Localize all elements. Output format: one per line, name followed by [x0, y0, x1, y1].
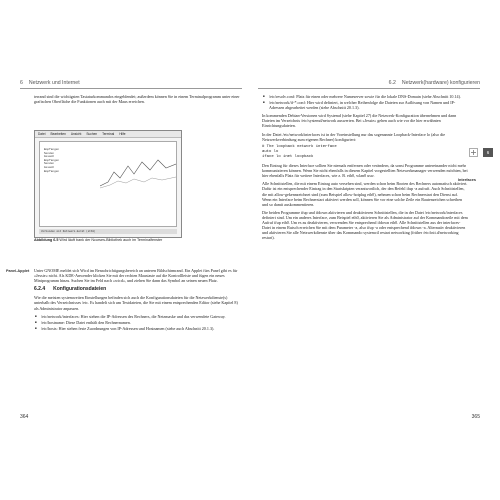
code-line: iface lo inet loopback [262, 154, 314, 159]
menu-item: Ansicht [70, 132, 82, 136]
auto-paragraph: Alle Schnittstellen, die mit einem Eintrag auto versehen sind, werden schon beim Booten des Rechners automatisch aktiviert. Dafür ist ein entsprechender Eintrag in den Startskripten verantwortlich, der den Befehl ifup -a aufruft. Auch Schnittstellen, die mit allow-gekennzeichnet sind (zum Beispiel allow-hotplug eth0), nehmen schon beim Rechnerstart den Dienst auf. Wenn ein Interface beim Rechnerstart aktiviert werden soll, können Sie vor eine solche Zeile ein Rautenzeichen schreiben und so damit auskommentieren. [262, 181, 468, 207]
margin-label-panel-applet: Panel-Applet [6, 269, 30, 273]
interfaces-intro-paragraph: In der Datei /etc/network/interfaces ist in der Voreinstellung nur das sogenannte Loopback-Interface lo (also die Netzwerkverbindung zum eigenen Rechner) konfiguriert: [262, 131, 446, 142]
ifup-paragraph: Die beiden Programme ifup und ifdown aktivieren und deaktivieren Schnittstellen, die in der Datei /etc/network/interfaces definiert sind. Um ein anderes Interface, zum Beispiel eth0, aktivieren Sie als Administrator auf der Kommandozeile mit dem Aufruf ifup eth0. Um es zu deaktivieren, verwenden Sie entsprechend ifdown eth0. Alle Schnittstellen aus der interfaces-Datei in einem Rutsch erreichen Sie mit dem Parameter -a, also ifup -a oder entsprechend ifdown -a. Alternativ deaktivieren und aktivieren Sie alle Netzwerkdienste über das Kommando systemctl restart networking (früher /etc/init.d/networking restart). [262, 209, 468, 241]
page-number-right: 365 [471, 414, 480, 420]
chapter-number: 6 [20, 80, 23, 86]
code-line: auto lo [262, 149, 279, 154]
loopback-paragraph: Den Eintrag für dieses Interface sollten Sie niemals entfernen oder verändern, da sonst Programme untereinander nicht mehr kommunizieren können. Wenn Sie nicht ebenfalls in diesem Kapitel vorgestellten Netzwerkmanager verwenden möchten, bei hier ebenfalls Platz für weitere Interfaces, wie z. B. eth0, wlan0 usw. [262, 163, 468, 179]
list-item: ■ /etc/network/interfaces: Hier stehen die IP-Adressen des Rechners, die Netzmaske und das verwendete Gateway. [41, 314, 242, 319]
terminal-line: Senden [44, 162, 55, 166]
terminal-body [39, 141, 177, 227]
terminal-line: Gesamt [44, 165, 55, 169]
main-block-left [34, 268, 242, 334]
terminal-line: Empfangen [44, 158, 60, 162]
menu-item: Hilfe [119, 132, 126, 136]
caption-label: Abbildung 6.5 [34, 238, 59, 242]
section-paragraph: Wie die meisten systemweiten Einstellungen befinden sich auch die Konfigurationsdateien für die Netzwerkdienste(s) unterhalb des Verzeichnisses /etc. Es handelt sich um Textdateien, die Sie mit einem entsprechenden Editor (siehe Kapitel 8) als Administrator anpassen. [34, 295, 238, 311]
code-line: # The loopback network interface [262, 144, 337, 149]
terminal-line: Empfangen [44, 169, 60, 173]
menu-item: Terminal [102, 132, 115, 136]
section-heading [34, 287, 242, 292]
section-number: 6.2.4 [34, 286, 46, 293]
traffic-graph [100, 152, 176, 190]
panel-paragraph: Unter GNOME meldet sich Wicd im Benachrichtigungsbereich an unteren Bildschirmrand. Ein Applet fürs Panel gibt es für »Jessie« nicht. Als KDE-Anwender klicken Sie mit der rechten Maustaste auf die Kontrollleiste und fügen ein neues Miniprogramm hinzu. Suchen Sie im Feld nach »wicd«, und ziehen Sie dann das Symbol an seinen neuen Platz. [34, 268, 238, 284]
list-item: ■ /etc/network/if-*.conf: Hier wird definiert, in welcher Reihenfolge die Dateien zur Auflösung von Namen und IP-Adressen abgearbeitet werden (siehe Abschnitt 20.1.3). [269, 100, 468, 110]
config-file-list-cont [262, 94, 468, 110]
chapter-title: Netzwerk und Internet [28, 80, 80, 86]
menu-item: Bearbeiten [50, 132, 66, 136]
menu-item: Datei [38, 132, 46, 136]
main-block-right [262, 94, 468, 243]
left-page [6, 78, 242, 420]
code-block [262, 145, 468, 160]
list-item: ■ /etc/hostname: Diese Datei enthält den Rechnernamen. [41, 320, 242, 325]
caption-text: Wird läuft bank der Ncurses-Bibliothek auch im Terminalfenster [59, 238, 163, 242]
section-title: Netzwerk(hardware) konfigurieren [401, 80, 480, 86]
page-number-left: 364 [20, 414, 29, 420]
terminal-menubar [35, 131, 181, 138]
wicd-curses-screenshot [34, 130, 182, 238]
terminal-line: Gesamt [44, 155, 55, 159]
figure-caption [34, 238, 234, 243]
running-head-left [20, 78, 242, 89]
config-file-list [34, 314, 242, 331]
list-item: ■ /etc/hosts: Hier stehen feste Zuordnungen von IP-Adressen und Hostnamen (siehe auch Abschnitt 20.1.3). [41, 326, 242, 331]
list-item: ■ /etc/resolv.conf: Platz für einen oder mehrere Nameserver sowie für die lokale DNS-Domain (siehe Abschnitt 10.14). [269, 94, 468, 99]
intro-block [34, 94, 242, 107]
systemd-paragraph: In kommenden Debian-Versionen wird Systemd (siehe Kapitel 27) die Netzwerk-Konfiguration übernehmen und dann Dateien im Verzeichnis /etc/systemd/network auswerten. Bei »Jessie« gehen auch wie vor die hier erwähnten Einrichtungsdateien. [262, 113, 457, 129]
terminal-line: Empfangen [44, 148, 60, 151]
intro-paragraph: terrand sind die wichtigsten Tastaturkommandos eingeblendet; außerdem können Sie in einem Terminalprogramm unter einer grafischen Oberfläche die Funktionen auch mit der Maus erreichen. [34, 94, 240, 105]
margin-label-interfaces: Interfaces [458, 178, 476, 182]
terminal-line: Senden [44, 151, 55, 155]
right-page [258, 78, 480, 418]
terminal-status-bar: Verbunden mit Netzwerk-Gerät (eth0) [39, 229, 177, 234]
terminal-label-column [44, 148, 59, 173]
menu-item: Suchen [86, 132, 98, 136]
chapter-tab-marker: 6 [483, 148, 493, 157]
cross-reference-icon [469, 148, 478, 157]
section-number: 6.2 [388, 80, 396, 86]
running-head-right [258, 78, 480, 89]
section-title: Konfigurationsdateien [53, 286, 107, 293]
